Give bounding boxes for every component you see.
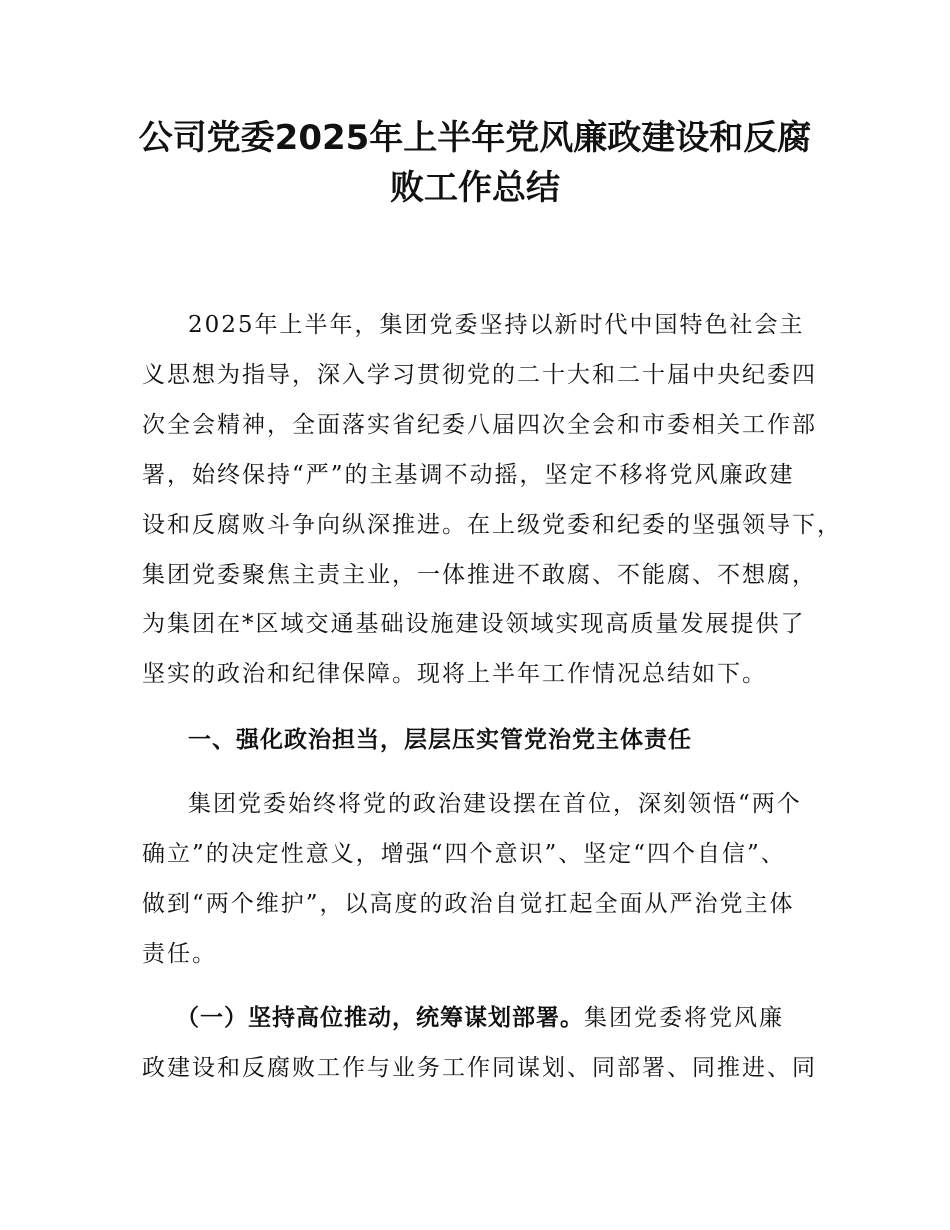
document-title-line-2: 败工作总结 (390, 168, 560, 208)
intro-paragraph-line: 为集团在*区域交通基础设施建设领域实现高质量发展提供了 (142, 611, 806, 637)
subsection-1-paragraph-line: 政建设和反腐败工作与业务工作同谋划、同部署、同推进、同 (142, 1055, 817, 1081)
section-1-paragraph-line: 集团党委始终将党的政治建设摆在首位，深刻领悟“两个 (188, 791, 802, 817)
intro-paragraph-line: 设和反腐败斗争向纵深推进。在上级党委和纪委的坚强领导下， (142, 512, 842, 538)
intro-paragraph-line: 集团党委聚焦主责主业，一体推进不敢腐、不能腐、不想腐， (142, 562, 817, 588)
section-1-heading: 一、强化政治担当，层层压实管党治党主体责任 (188, 727, 692, 753)
section-1-paragraph-line: 做到“两个维护”，以高度的政治自觉扛起全面从严治党主体 (142, 891, 795, 917)
intro-paragraph-line: 义思想为指导，深入学习贯彻党的二十大和二十届中央纪委四 (142, 362, 817, 388)
document-title-line-1: 公司党委2025年上半年党风廉政建设和反腐 (138, 118, 812, 158)
subsection-1-text-start: 集团党委将党风廉 (584, 1005, 784, 1031)
intro-paragraph-line: 2025年上半年，集团党委坚持以新时代中国特色社会主 (188, 312, 805, 338)
intro-paragraph-line: 署，始终保持“严”的主基调不动摇，坚定不移将党风廉政建 (142, 462, 795, 488)
intro-paragraph-line: 次全会精神，全面落实省纪委八届四次全会和市委相关工作部 (142, 412, 817, 438)
intro-paragraph-line: 坚实的政治和纪律保障。现将上半年工作情况总结如下。 (142, 661, 767, 687)
subsection-1-paragraph-line (176, 1002, 784, 1034)
subsection-1-heading: （一）坚持高位推动，统筹谋划部署。 (176, 1005, 584, 1031)
section-1-paragraph-line: 责任。 (142, 941, 217, 967)
section-1-paragraph-line: 确立”的决定性意义，增强“四个意识”、坚定“四个自信”、 (142, 841, 786, 867)
